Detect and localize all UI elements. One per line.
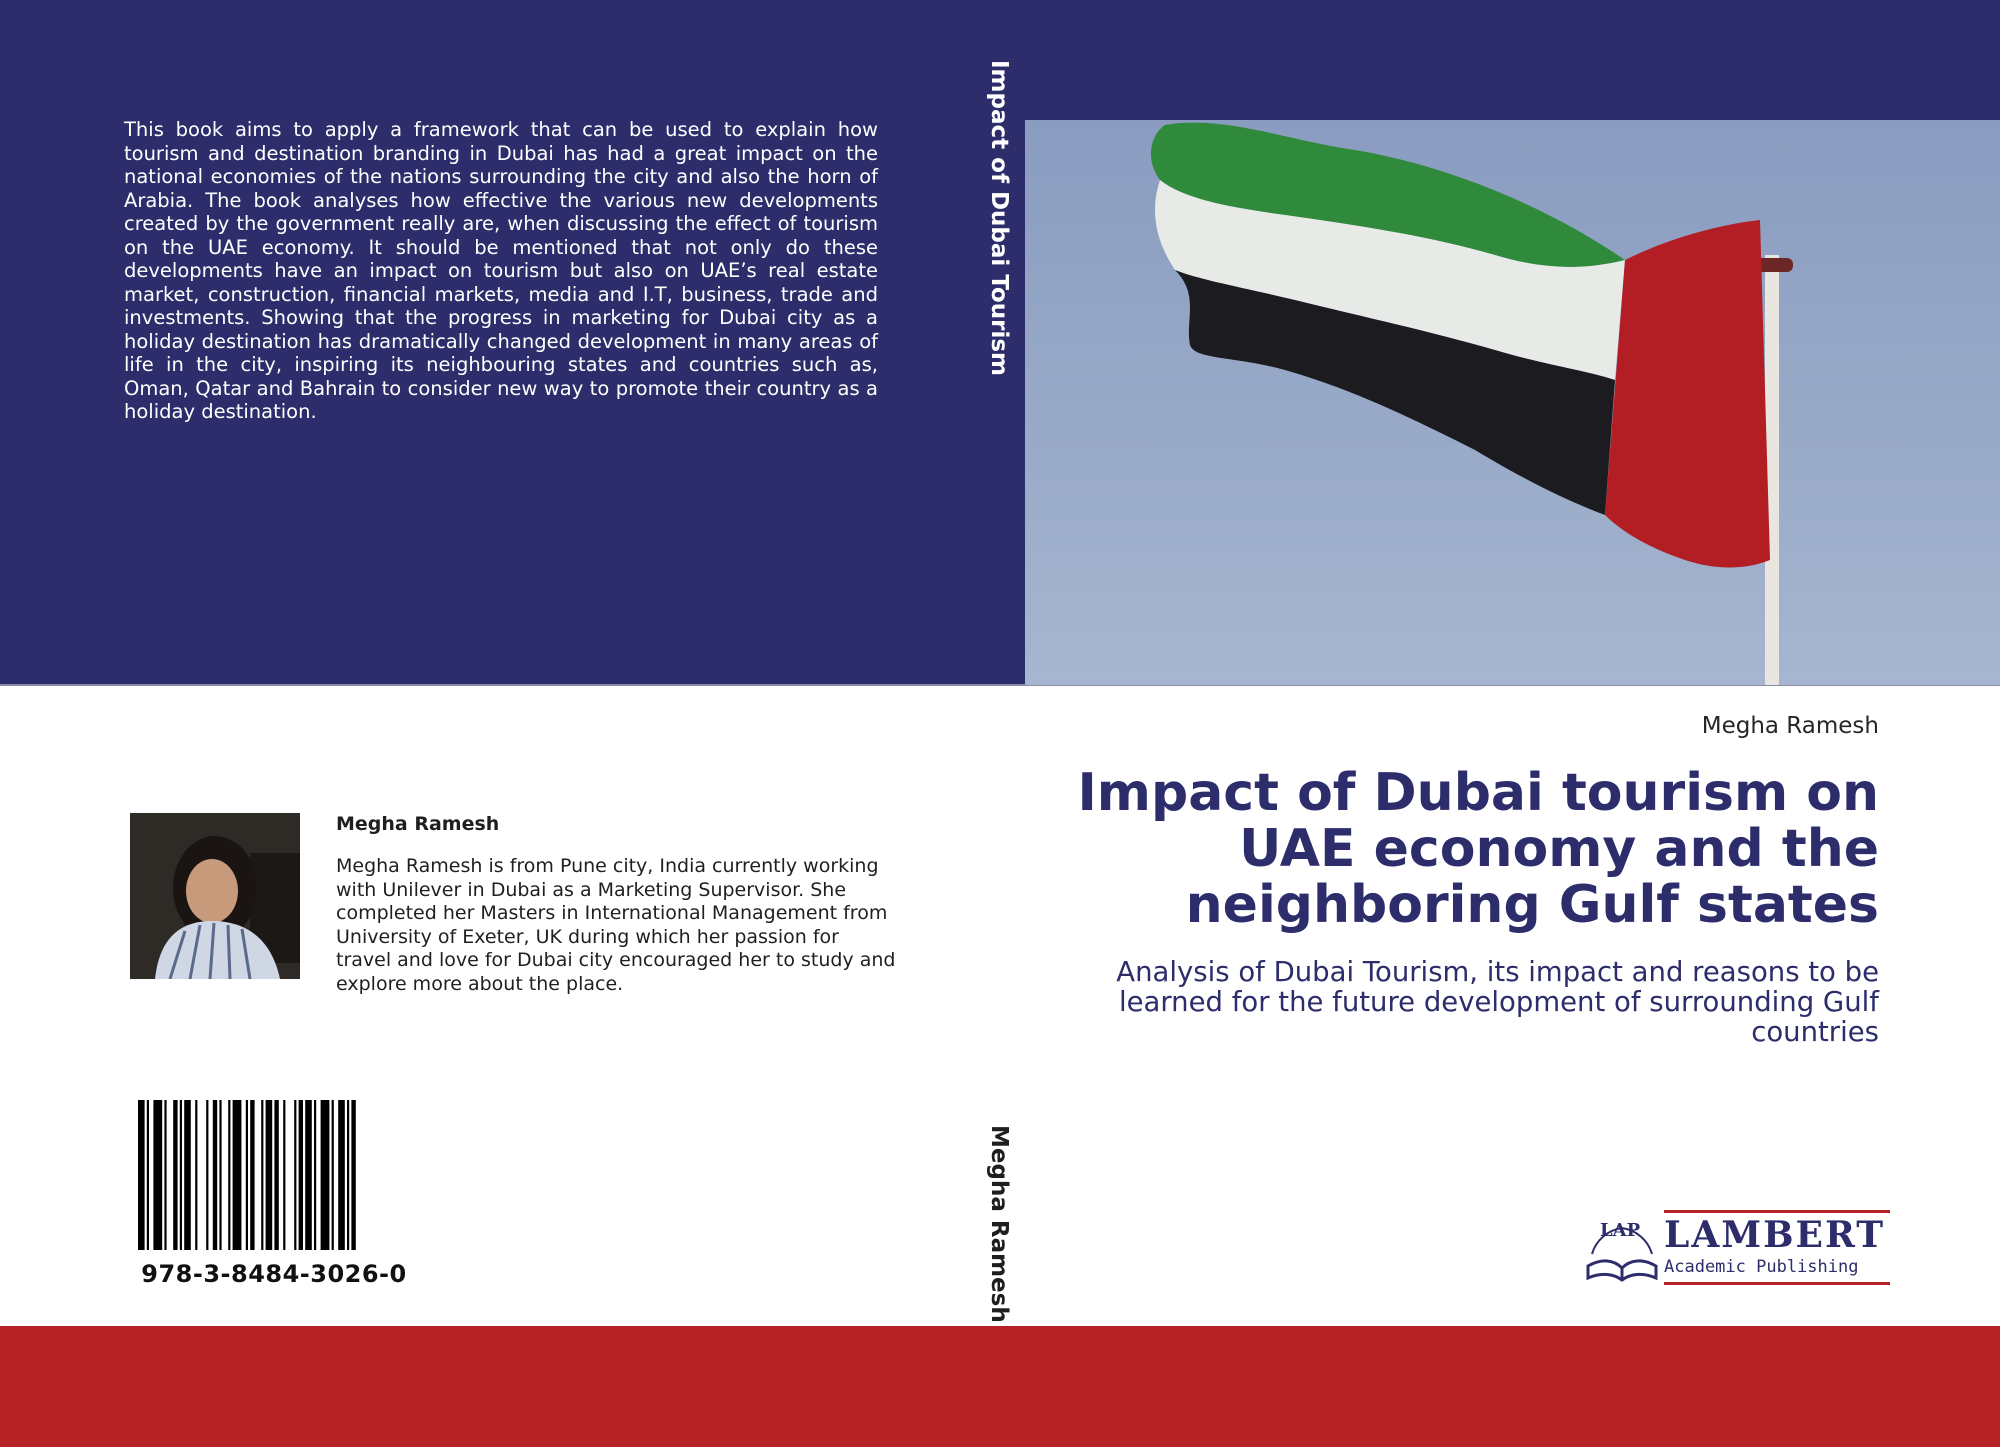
- barcode-bar: [314, 1100, 316, 1250]
- author-portrait-icon: [130, 813, 300, 979]
- publisher-subtitle: Academic Publishing: [1664, 1257, 1859, 1277]
- barcode-bar: [213, 1100, 217, 1250]
- logo-top-rule: [1664, 1210, 1890, 1213]
- barcode-icon: [138, 1100, 414, 1250]
- barcode-bar: [180, 1100, 182, 1250]
- barcode-bar: [153, 1100, 162, 1250]
- uae-flag-photo: [1025, 120, 2000, 685]
- bottom-red-band: [0, 1326, 2000, 1447]
- spine-author: Megha Ramesh: [986, 1125, 1012, 1323]
- barcode-bar: [250, 1100, 254, 1250]
- author-bio: Megha Ramesh is from Pune city, India currently working with Unilever in Dubai as a Marketing Supervisor. She completed her Masters in International Management from University of Exeter, UK during which her passion for travel and love for Dubai city encouraged her to study and explore more about the place.: [336, 855, 896, 995]
- barcode-bar: [274, 1100, 278, 1250]
- author-bio-name: Megha Ramesh: [336, 813, 500, 835]
- publisher-name: LAMBERT: [1664, 1214, 1886, 1256]
- barcode-bar: [206, 1100, 208, 1250]
- barcode-bar: [173, 1100, 177, 1250]
- barcode-graphic: [138, 1100, 414, 1250]
- barcode-bar: [219, 1100, 221, 1250]
- barcode-bar: [321, 1100, 330, 1250]
- barcode-bar: [266, 1100, 273, 1250]
- isbn-number: 978-3-8484-3026-0: [141, 1260, 407, 1288]
- spine-title: Impact of Dubai Tourism: [986, 60, 1012, 376]
- barcode-bar: [299, 1100, 303, 1250]
- front-author-name: Megha Ramesh: [1701, 713, 1879, 739]
- barcode-bar: [351, 1100, 355, 1250]
- barcode-bar: [233, 1100, 242, 1250]
- barcode-bar: [347, 1100, 349, 1250]
- book-subtitle: Analysis of Dubai Tourism, its impact and reasons to be learned for the future development of surrounding Gulf countries: [1116, 956, 1879, 1048]
- barcode-bar: [283, 1100, 285, 1250]
- barcode-bar: [195, 1100, 197, 1250]
- publisher-mark: LAP: [1600, 1220, 1641, 1241]
- barcode-bar: [138, 1100, 145, 1250]
- barcode-bar: [246, 1100, 248, 1250]
- flag-red-band: [1605, 220, 1770, 568]
- barcode-bar: [305, 1100, 312, 1250]
- barcode-bar: [332, 1100, 334, 1250]
- barcode-bar: [338, 1100, 345, 1250]
- book-title: Impact of Dubai tourism on UAE economy and the neighboring Gulf states: [1077, 763, 1879, 935]
- back-cover-blurb: This book aims to apply a framework that can be used to explain how tourism and destination branding in Dubai has had a great impact on the national economies of the nations surrounding the city and also the horn of Arabia. The book analyses how effective the various new developments created by the government really are, when discussing the effect of tourism on the UAE economy. It should be mentioned that not only do these developments have an impact on tourism but also on UAE’s real estate market, construction, financial markets, media and I.T, business, trade and investments. Showing that the progress in marketing for Dubai city as a holiday destination has dramatically changed development in many areas of life in the city, inspiring its neighbouring states and countries such as, Oman, Qatar and Bahrain to consider new way to promote their country as a holiday destination.: [124, 118, 878, 423]
- barcode-bar: [184, 1100, 191, 1250]
- barcode-bar: [261, 1100, 263, 1250]
- publisher-logo: [1582, 1210, 1892, 1290]
- barcode-bar: [164, 1100, 166, 1250]
- barcode-bar: [228, 1100, 230, 1250]
- uae-flag-icon: [1025, 120, 2000, 685]
- logo-bottom-rule: [1664, 1282, 1890, 1285]
- barcode-bar: [147, 1100, 149, 1250]
- barcode-bar: [294, 1100, 296, 1250]
- author-portrait: [130, 813, 300, 979]
